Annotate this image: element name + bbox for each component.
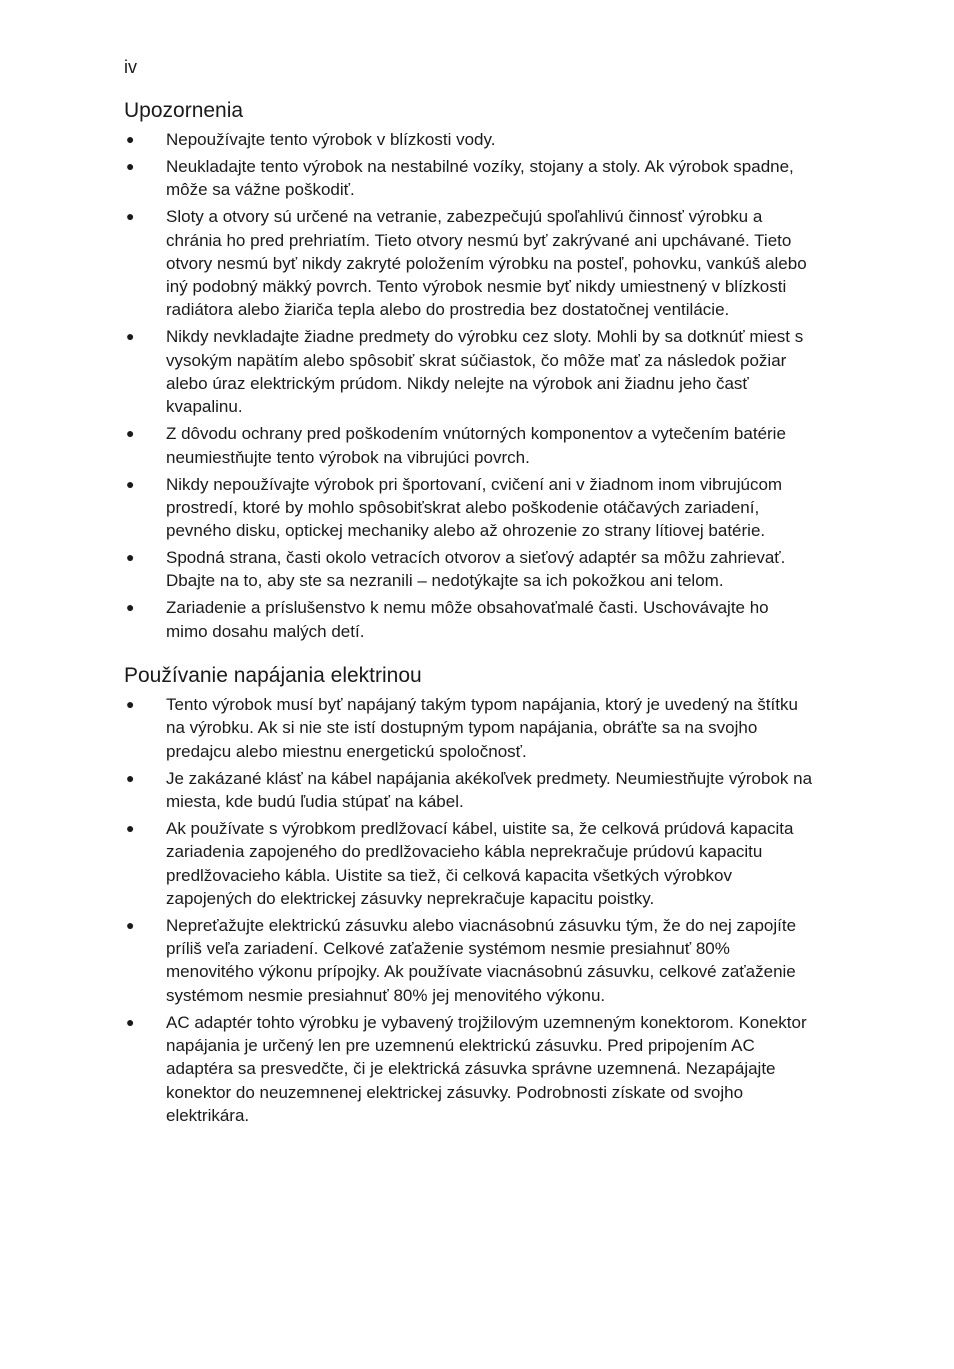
list-item-text: Tento výrobok musí byť napájaný takým typom napájania, ktorý je uvedený na štítku na výrobku. Ak si nie ste istí dostupným typom napájania, obráťte sa na svojho predajcu alebo miestnu energetickú spoločnosť. bbox=[166, 695, 798, 761]
list-item bbox=[124, 422, 814, 469]
bullet-icon: ● bbox=[126, 819, 135, 836]
list-item-text: Nepoužívajte tento výrobok v blízkosti vody. bbox=[166, 130, 496, 149]
list-item-text: AC adaptér tohto výrobku je vybavený trojžilovým uzemneným konektorom. Konektor napájania je určený len pre uzemnenú elektrickú zásuvku. Pred pripojením AC adaptéra sa presvedčte, či je elektrická zásuvka správne uzemnená. Nezapájajte konektor do neuzemnenej elektrickej zásuvky. Podrobnosti získate od svojho elektrikára. bbox=[166, 1012, 807, 1125]
list-item bbox=[124, 546, 814, 593]
list-item-text: Zariadenie a príslušenstvo k nemu môže obsahovaťmalé časti. Uschovávajte ho mimo dosahu malých detí. bbox=[166, 598, 769, 641]
list-item bbox=[124, 693, 814, 763]
list-item-text: Spodná strana, časti okolo vetracích otvorov a sieťový adaptér sa môžu zahrievať. Dbajte na to, aby ste sa nezranili – nedotýkajte sa ich pokožkou ani telom. bbox=[166, 548, 786, 591]
section-title-napajanie: Používanie napájania elektrinou bbox=[124, 664, 422, 688]
list-item-text: Neukladajte tento výrobok na nestabilné vozíky, stojany a stoly. Ak výrobok spadne, môže sa vážne poškodiť. bbox=[166, 156, 794, 200]
list-item-text: Ak používate s výrobkom predlžovací kábel, uistite sa, že celková prúdová kapacita zariadenia zapojeného do predlžovacieho kábla neprekračuje prúdovú kapacitu predlžovacieho kábla. Uistite sa tiež, či celková kapacita všetkých výrobkov zapojených do elektrickej zásuvky neprekračuje kapacitu poistky. bbox=[166, 818, 794, 908]
list-item-text: Nikdy nevkladajte žiadne predmety do výrobku cez sloty. Mohli by sa dotknúť miest s vysokým napätím alebo spôsobiť skrat súčiastok, čo môže mať za následok požiar alebo úraz elektrickým prúdom. Nikdy nelejte na výrobok ani žiadnu jeho časť kvapalinu. bbox=[166, 327, 804, 417]
bullet-icon: ● bbox=[126, 157, 135, 174]
bullet-icon: ● bbox=[126, 328, 135, 345]
bullet-icon: ● bbox=[126, 599, 135, 616]
list-item bbox=[124, 767, 814, 814]
bullet-icon: ● bbox=[126, 425, 135, 442]
list-item bbox=[124, 817, 814, 910]
list-item bbox=[124, 325, 814, 418]
list-item bbox=[124, 205, 814, 321]
list-item bbox=[124, 155, 814, 202]
list-item-text: Sloty a otvory sú určené na vetranie, zabezpečujú spoľahlivú činnosť výrobku a chránia ho pred prehriatím. Tieto otvory nesmú byť zakrývané ani upchávané. Tieto otvory nesmú byť nikdy zakryté položením výrobku na posteľ, pohovku, vankúš alebo iný podobný mäkký povrch. Tento výrobok nesmie byť nikdy umiestnený v blízkosti radiátora alebo žiariča tepla alebo do prostredia bez dostatočnej ventilácie. bbox=[166, 207, 807, 320]
bullet-list-napajanie bbox=[124, 693, 814, 1127]
list-item bbox=[124, 1011, 814, 1127]
list-item bbox=[124, 473, 814, 543]
bullet-icon: ● bbox=[126, 769, 135, 786]
list-item bbox=[124, 596, 814, 643]
list-item bbox=[124, 128, 814, 151]
list-item-text: Z dôvodu ochrany pred poškodením vnútorných komponentov a vytečením batérie neumiestňujte tento výrobok na vibrujúci povrch. bbox=[166, 424, 786, 467]
bullet-list-upozornenia bbox=[124, 128, 814, 643]
document-body bbox=[124, 98, 814, 1131]
bullet-icon: ● bbox=[126, 475, 135, 492]
bullet-icon: ● bbox=[126, 1013, 135, 1030]
bullet-icon: ● bbox=[126, 916, 135, 933]
list-item bbox=[124, 914, 814, 1007]
bullet-icon: ● bbox=[126, 131, 135, 147]
list-item-text: Nikdy nepoužívajte výrobok pri športovaní, cvičení ani v žiadnom inom vibrujúcom prostredí, ktoré by mohlo spôsobiťskrat alebo poškodenie otáčavých zariadení, pevného disku, optickej mechaniky alebo až ohrozenie zo strany lítiovej batérie. bbox=[166, 474, 783, 541]
section-title-upozornenia: Upozornenia bbox=[124, 99, 244, 122]
bullet-icon: ● bbox=[126, 208, 135, 225]
list-item-text: Je zakázané klásť na kábel napájania akékoľvek predmety. Neumiestňujte výrobok na miesta, kde budú ľudia stúpať na kábel. bbox=[166, 768, 813, 811]
page-number: iv bbox=[124, 57, 137, 77]
bullet-icon: ● bbox=[126, 696, 135, 713]
list-item-text: Nepreťažujte elektrickú zásuvku alebo viacnásobnú zásuvku tým, že do nej zapojíte príliš veľa zariadení. Celkové zaťaženie systémom nesmie presiahnuť 80% menovitého výkonu prípojky. Ak používate viacnásobnú zásuvku, celkové zaťaženie systémom nesmie presiahnuť 80% jej menovitého výkonu. bbox=[166, 915, 797, 1005]
bullet-icon: ● bbox=[126, 549, 135, 566]
